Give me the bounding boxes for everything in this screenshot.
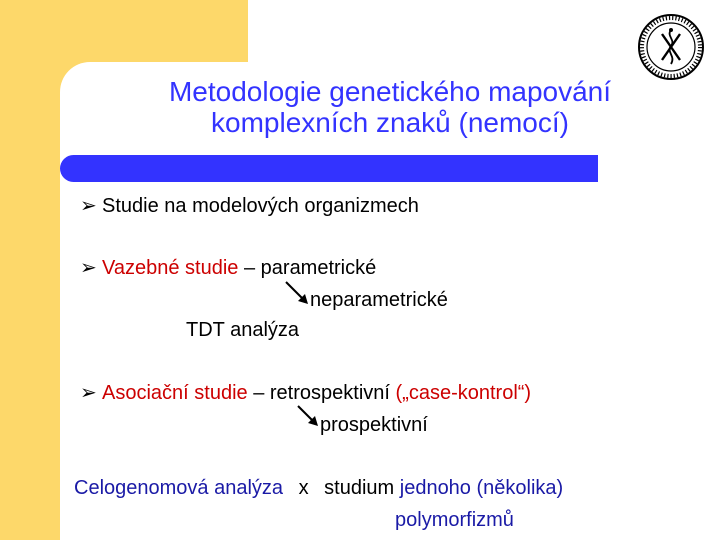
title-underline-bar — [60, 155, 598, 182]
bullet-arrow-icon: ➢ — [80, 195, 97, 217]
prospective-label: prospektivní — [320, 414, 428, 436]
dash-separator: – — [238, 257, 261, 279]
nonparametric-label: neparametrické — [310, 289, 448, 311]
bullet-text-3 — [102, 381, 531, 405]
parametric-label: parametrické — [260, 257, 377, 279]
bullet-arrow-icon: ➢ — [80, 382, 97, 404]
dash-separator: – — [247, 382, 270, 404]
university-seal-icon — [636, 12, 706, 82]
association-studies-label: Asociační studie — [102, 382, 248, 404]
title-line-1: Metodologie genetického mapování — [168, 76, 612, 107]
linkage-studies-label: Vazebné studie — [102, 257, 239, 279]
polymorphisms-label: polymorfizmů — [395, 509, 514, 531]
slide-title — [60, 76, 720, 138]
bullet-text-1: Studie na modelových organizmech — [102, 195, 419, 217]
branch-arrow-icon — [284, 280, 312, 306]
bullet-text-2 — [102, 256, 376, 280]
genome-wide-label: Celogenomová analýza — [74, 477, 284, 499]
tdt-analysis-label: TDT analýza — [186, 319, 300, 341]
retrospective-label: retrospektivní — [269, 382, 396, 404]
one-several-label: jednoho (několika) — [399, 477, 564, 499]
versus-label: x — [298, 477, 309, 499]
case-control-label: („case-kontrol“) — [395, 382, 532, 404]
footer-line — [74, 476, 563, 500]
title-line-2: komplexních znaků (nemocí) — [211, 107, 569, 138]
study-label: studium — [324, 477, 400, 499]
bullet-arrow-icon: ➢ — [80, 257, 97, 279]
branch-arrow-icon — [296, 404, 322, 428]
